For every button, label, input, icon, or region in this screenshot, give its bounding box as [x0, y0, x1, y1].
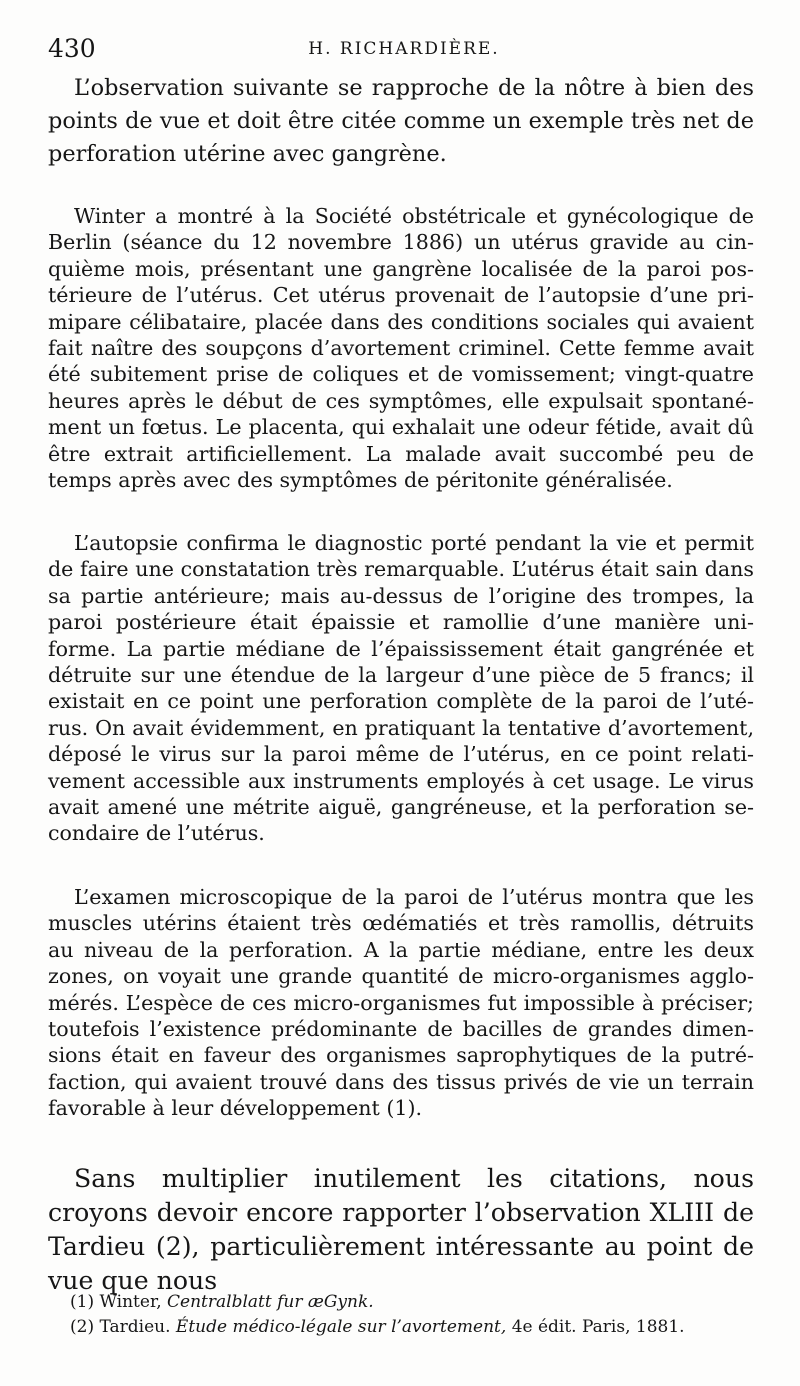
running-head: H. RICHARDIÈRE. — [308, 39, 500, 59]
footnote-1 — [70, 1290, 762, 1315]
footnote-marker: (1) — [70, 1292, 95, 1312]
paragraph-winter-case: Winter a montré à la Société obstétricale et gynécologique de Berlin (séance du 12 novembre 1886) un utérus gravide au cinquième mois, présentant une gangrène localisée de la paroi postérieure de l’utérus. Cet utérus provenait de l’autopsie d’une primipare célibataire, placée dans des conditions sociales qui avaient fait naître des soupçons d’avortement criminel. Cette femme avait été subitement prise de coliques et de vomissement; vingt-quatre heures après le début de ces symptômes, elle expulsait spontanément un fœtus. Le placenta, qui exhalait une odeur fétide, avait dû être extrait artificiellement. La malade avait succombé peu de temps après avec des symptômes de péritonite généralisée. — [48, 204, 754, 493]
paragraph-autopsy: L’autopsie confirma le diagnostic porté pendant la vie et permit de faire une constatation très remarquable. L’utérus était sain dans sa partie antérieure; mais au-dessus de l’origine des trompes, la paroi postérieure était épaissie et ramollie d’une manière uniforme. La partie médiane de l’épaississement était gangrénée et détruite sur une étendue de la largeur d’une pièce de 5 francs; il existait en ce point une perforation complète de la paroi de l’utérus. On avait évidemment, en pratiquant la tentative d’avortement, déposé le virus sur la paroi même de l’utérus, en ce point relativement accessible aux instruments employés à cet usage. Le virus avait amené une métrite aiguë, gangréneuse, et la perforation secondaire de l’utérus. — [48, 531, 754, 846]
paragraph-citations: Sans multiplier inutilement les citations, nous croyons devoir encore rapporter l’observation XLIII de Tardieu (2), particulièrement intéressante au point de vue que nous — [48, 1164, 754, 1295]
footnote-marker: (2) — [70, 1317, 95, 1337]
paragraph-intro: L’observation suivante se rapproche de la nôtre à bien des points de vue et doit être citée comme un exemple très net de perforation utérine avec gangrène. — [48, 75, 754, 167]
footnote-title: Centralblatt fur ӕGynk. — [167, 1292, 374, 1312]
page-header — [48, 34, 760, 64]
footnote-title: Étude médico-légale sur l’avortement, — [175, 1317, 507, 1337]
footnote-author: Tardieu. — [99, 1317, 171, 1337]
footnote-author: Winter, — [99, 1292, 162, 1312]
footnotes — [70, 1290, 762, 1340]
page-number: 430 — [48, 34, 96, 63]
paragraph-microscopic-exam: L’examen microscopique de la paroi de l’utérus montra que les muscles utérins étaient très œdématiés et très ramollis, détruits au niveau de la perforation. A la partie médiane, entre les deux zones, on voyait une grande quantité de micro-organismes agglomérés. L’espèce de ces micro-organismes fut impossible à préciser; toutefois l’existence prédominante de bacilles de grandes dimensions était en faveur des organismes saprophytiques de la putréfaction, qui avaient trouvé dans des tissus privés de vie un terrain favorable à leur développement (1). — [48, 885, 754, 1121]
footnote-2 — [70, 1315, 762, 1340]
footnote-edition: 4e édit. Paris, 1881. — [511, 1317, 685, 1337]
